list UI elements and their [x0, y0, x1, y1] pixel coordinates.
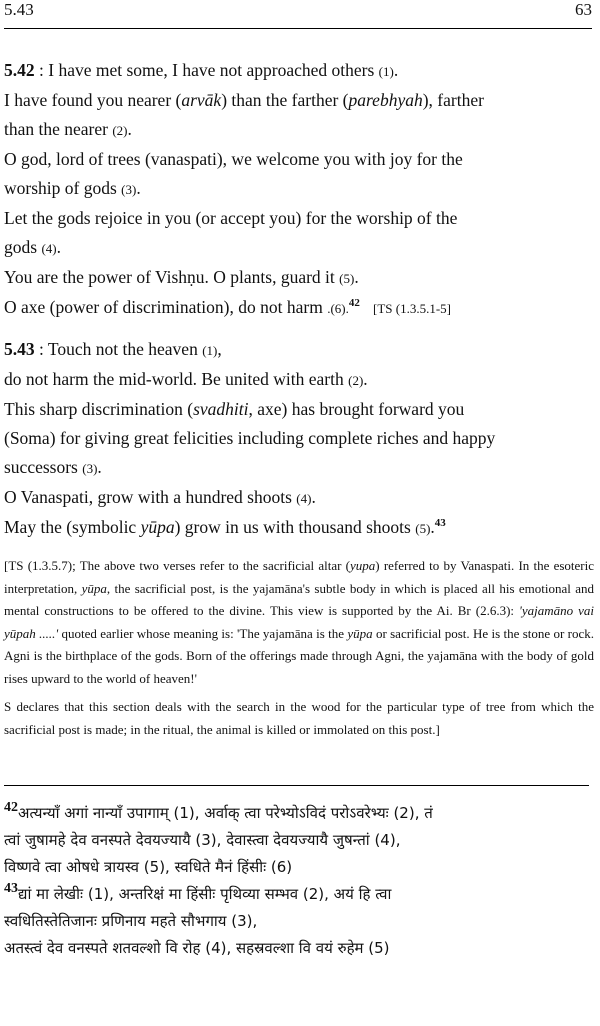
verse-line: 5.42 : I have met some, I have not approached others (1).: [4, 60, 399, 80]
sanskrit-line: $^{43}$द्यां मा लेखीः (1), अन्तरिक्षं मा हिंसीः पृथिव्या सम्भव (2), अयं हि त्वा: [4, 881, 392, 903]
verse-line: O god, lord of trees (vanaspati), we welcome you with joy for the: [4, 149, 463, 169]
verse-5-43: [4, 335, 594, 543]
footnote-number-42: 42: [4, 800, 18, 815]
page-number: 63: [575, 0, 592, 19]
verse-line: do not harm the mid-world. Be united with earth (2).: [4, 369, 368, 389]
section-number: 5.43: [4, 0, 34, 19]
verse-line: (Soma) for giving great felicities including complete riches and happy: [4, 428, 496, 448]
verse-5-42: [4, 56, 594, 323]
verse-line: You are the power of Vishṇu. O plants, guard it (5).: [4, 267, 359, 287]
sanskrit-line: अतस्त्वं देव वनस्पते शतवल्शो वि रोह (4), सहस्रवल्शा वि वयं रुहेम (5): [4, 939, 390, 957]
footnote-ref-43: 43: [434, 517, 446, 529]
verse-label: 5.42: [4, 60, 35, 80]
running-header: [4, 0, 592, 29]
verse-line: May the (symbolic yūpa) grow in us with thousand shoots (5).$^{43}$: [4, 517, 446, 537]
verse-line: I have found you nearer (arvāk) than the farther (parebhyah), farther: [4, 90, 484, 110]
verse-line: This sharp discrimination (svadhiti, axe) has brought forward you: [4, 399, 465, 419]
note-paragraph: [TS (1.3.5.7); The above two verses refer to the sacrificial altar (yupa) referred to by Vanaspati. In the esoteric interpretation, yūpa, the sacrificial post, is the yajamāna's subtle body in which is placed all his emotional and mental constructions to be offered to the divine. This view is supported by the Ai. Br (2.6.3): 'yajamāno vai yūpah .....' quoted earlier whose meaning is: 'The yajamāna is the yūpa or sacrificial post. He is the stone or rock. Agni is the birthplace of the gods. Born of the offerings made through Agni, the yajamāna with the body of gold rises upward to the world of heaven!': [4, 558, 595, 686]
verse-line: than the nearer (2).: [4, 119, 132, 139]
page-body: [4, 56, 594, 747]
note-paragraph: S declares that this section deals with the search in the wood for the particular type of tree from which the sacrificial post is made; in the ritual, the animal is killed or immolated on this post.]: [4, 699, 594, 737]
commentary-note: [4, 555, 594, 741]
sanskrit-footnotes: [4, 800, 594, 962]
sanskrit-line: विष्णवे त्वा ओषधे त्रायस्व (5), स्वधिते मैनं हिंसीः (6): [4, 858, 293, 876]
verse-line: O axe (power of discrimination), do not harm .(6).$^{42}$ [TS (1.3.5.1-5]: [4, 297, 451, 317]
sanskrit-line: स्वधितिस्तेतिजानः प्रणिनाय महते सौभगाय (3),: [4, 912, 258, 930]
verse-line: O Vanaspati, grow with a hundred shoots (4).: [4, 487, 316, 507]
footnote-ref-42: 42: [348, 297, 360, 309]
verse-line: worship of gods (3).: [4, 178, 141, 198]
source-ref: [TS (1.3.5.1-5]: [372, 301, 451, 316]
footnote-number-43: 43: [4, 881, 18, 896]
verse-label: 5.43: [4, 339, 35, 359]
verse-line: successors (3).: [4, 457, 102, 477]
verse-line: gods (4).: [4, 237, 61, 257]
sanskrit-line: त्वां जुषामहे देव वनस्पते देवयज्यायै (3), देवास्त्वा देवयज्यायै जुषन्तां (4),: [4, 831, 401, 849]
footnote-divider: [4, 785, 589, 786]
verse-line: 5.43 : Touch not the heaven (1),: [4, 339, 222, 359]
sanskrit-line: $^{42}$अत्यन्याँ अगां नान्याँ उपागाम् (1), अर्वाक् त्वा परेभ्योऽविदं परोऽवरेभ्यः (2), तं: [4, 800, 433, 822]
verse-line: Let the gods rejoice in you (or accept you) for the worship of the: [4, 208, 458, 228]
